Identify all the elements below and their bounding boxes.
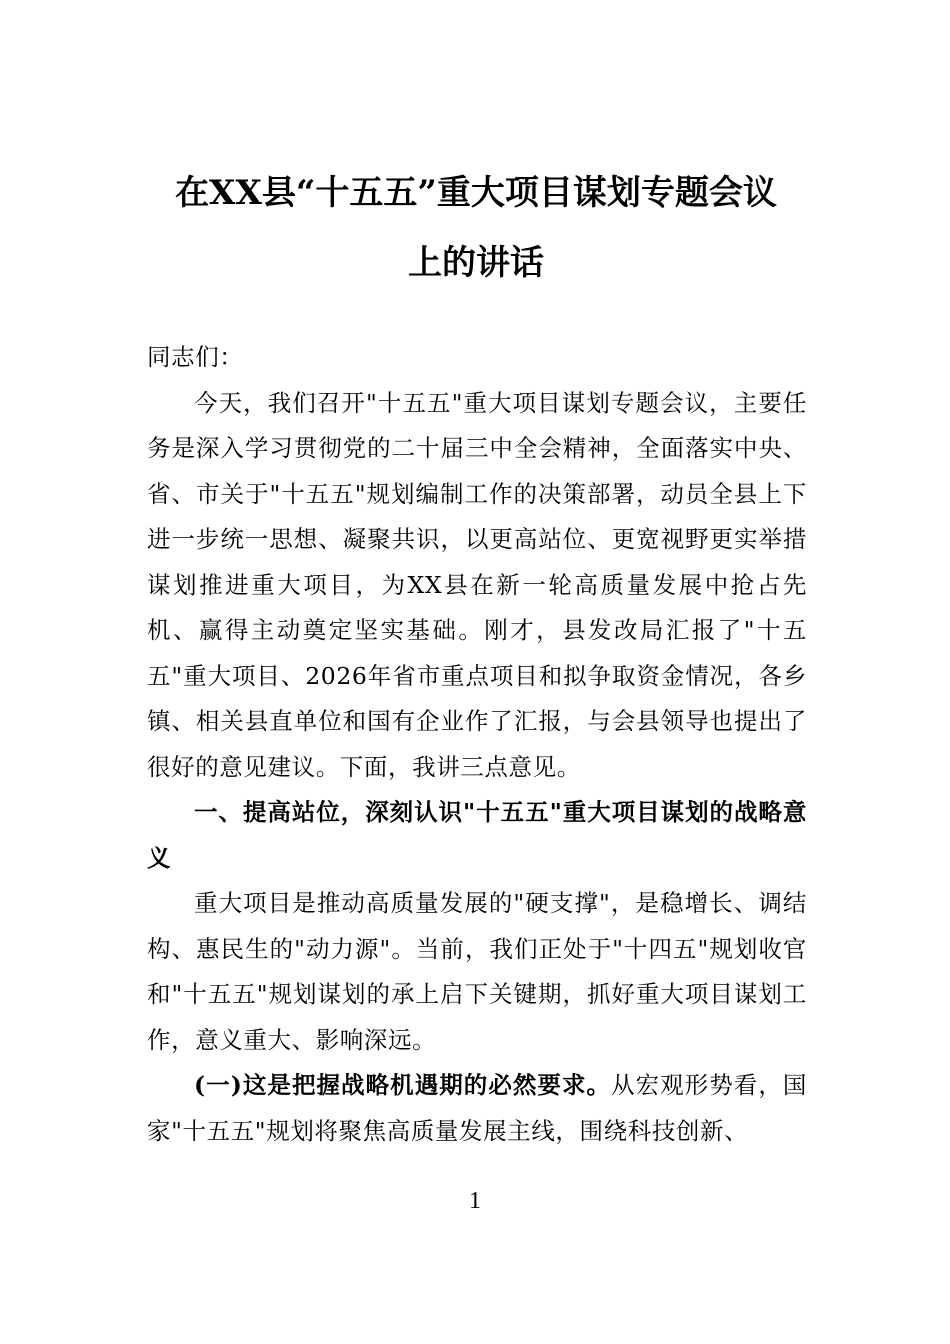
- document-body: [147, 335, 807, 1154]
- subsection-lead: (一)这是把握战略机遇期的必然要求。: [194, 1071, 612, 1099]
- title-line-2: 上的讲话: [408, 243, 544, 283]
- section-paragraph: 重大项目是推动高质量发展的"硬支撑"，是稳增长、调结构、惠民生的"动力源"。当前，我们正处于"十四五"规划收官和"十五五"规划谋划的承上启下关键期，抓好重大项目谋划工作，意义重大、影响深远。: [147, 889, 807, 1054]
- document-title: [140, 158, 812, 298]
- title-line-1: 在XX县“十五五”重大项目谋划专题会议: [175, 173, 777, 213]
- page-number: 1: [469, 1188, 481, 1214]
- section-heading-1: 一、提高站位，深刻认识"十五五"重大项目谋划的战略意义: [147, 798, 807, 872]
- intro-paragraph: 今天，我们召开"十五五"重大项目谋划专题会议，主要任务是深入学习贯彻党的二十届三中全会精神，全面落实中央、省、市关于"十五五"规划编制工作的决策部署，动员全县上下进一步统一思想、凝聚共识，以更高站位、更宽视野更实举措谋划推进重大项目，为XX县在新一轮高质量发展中抢占先机、赢得主动奠定坚实基础。刚才，县发改局汇报了"十五五"重大项目、2026年省市重点项目和拟争取资金情况，各乡镇、相关县直单位和国有企业作了汇报，与会县领导也提出了很好的意见建议。下面，我讲三点意见。: [147, 388, 807, 781]
- salutation: 同志们：: [147, 343, 244, 371]
- subsection-text: 从宏观形势看，国家"十五五"规划将聚焦高质量发展主线，围绕科技创新、: [147, 1071, 807, 1145]
- subsection-paragraph: [147, 1063, 807, 1154]
